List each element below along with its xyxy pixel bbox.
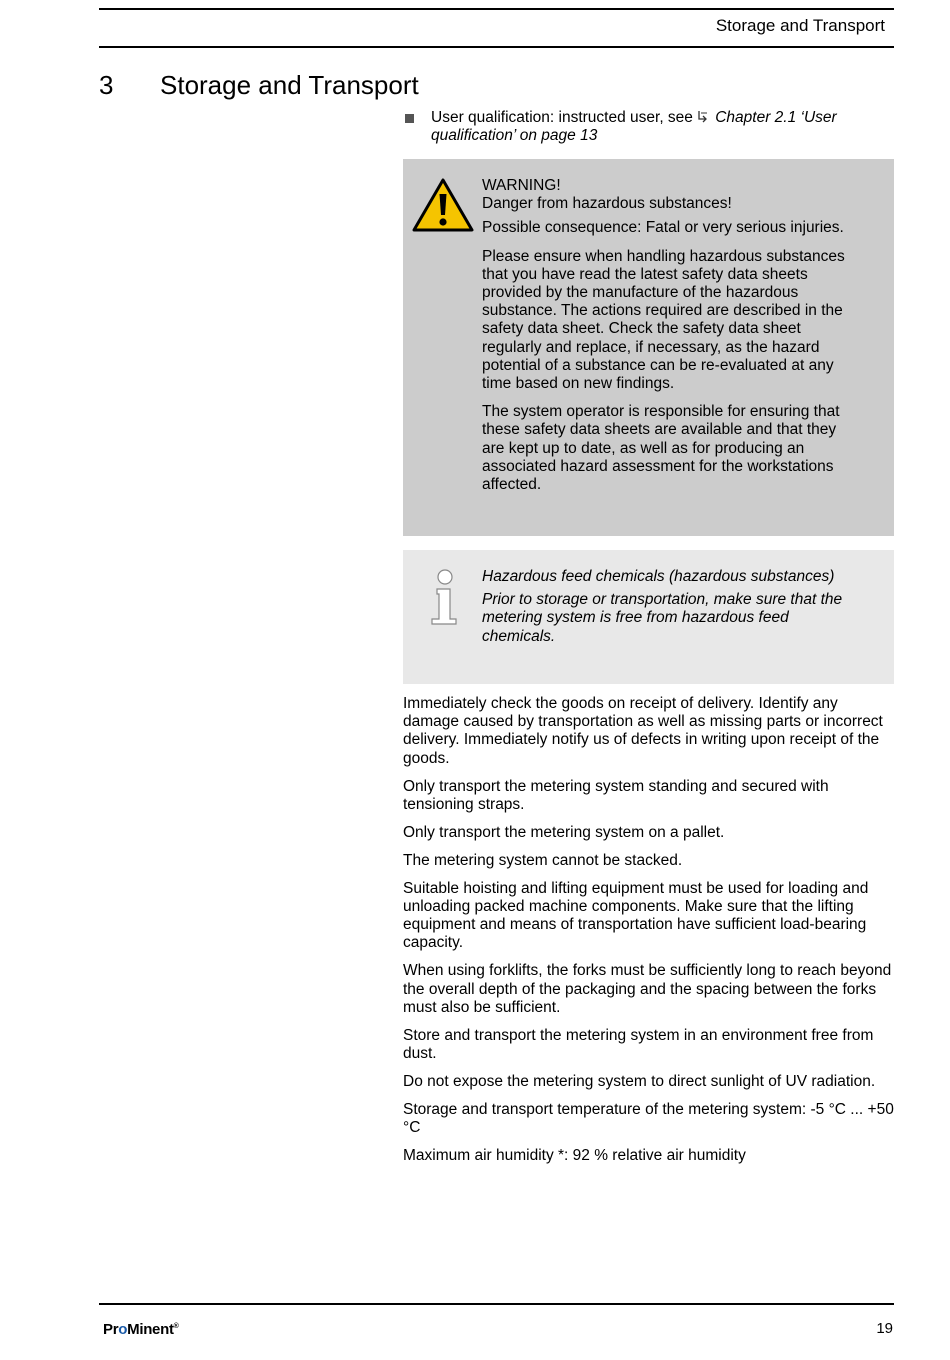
paragraph: Immediately check the goods on receipt of delivery. Identify any damage caused by transportation as well as missing parts or incorrect delivery. Immediately notify us of defects in writing upon receipt of the goods. bbox=[403, 695, 883, 767]
paragraph: Do not expose the metering system to direct sunlight of UV radiation. bbox=[403, 1073, 876, 1091]
info-box bbox=[403, 550, 894, 684]
paragraph: When using forklifts, the forks must be sufficiently long to reach beyond the overall depth of the packaging and the spacing between the forks must also be sufficient. bbox=[403, 962, 892, 1016]
body-text bbox=[403, 695, 894, 1175]
running-header: Storage and Transport bbox=[715, 16, 885, 35]
paragraph: Only transport the metering system on a pallet. bbox=[403, 823, 725, 841]
warning-box bbox=[403, 159, 894, 536]
warning-signal-heading bbox=[482, 177, 862, 213]
paragraph: Store and transport the metering system in an environment free from dust. bbox=[403, 1026, 874, 1063]
chapter-reference-link[interactable]: Chapter 2.1 ‘User qualification’ on page 13 bbox=[431, 109, 837, 144]
qualification-text: instructed user, see bbox=[554, 109, 698, 126]
warning-triangle-icon bbox=[411, 177, 475, 233]
paragraph: Maximum air humidity *: 92 % relative air humidity bbox=[403, 1147, 746, 1165]
reference-arrow-icon bbox=[697, 110, 711, 123]
paragraph: Storage and transport temperature of the metering system: -5 °C ... +50 °C bbox=[403, 1101, 894, 1137]
chapter-number: 3 bbox=[99, 70, 114, 100]
user-qualification bbox=[403, 109, 883, 145]
paragraph: Suitable hoisting and lifting equipment must be used for loading and unloading packed machine components. Make sure that the lifting equipment and means of transportation have sufficient load-bearing capacity. bbox=[403, 879, 869, 952]
chapter-title: Storage and Transport bbox=[160, 70, 419, 100]
warning-heading: Danger from hazardous substances! bbox=[482, 195, 732, 213]
info-heading: Hazardous feed chemicals (hazardous substances) bbox=[482, 568, 835, 585]
paragraph: The metering system cannot be stacked. bbox=[403, 851, 683, 869]
info-content bbox=[482, 568, 862, 651]
header-bottom-rule bbox=[99, 46, 894, 48]
warning-consequence: Possible consequence: Fatal or very serious injuries. bbox=[482, 219, 844, 237]
qualification-label: User qualification: bbox=[431, 109, 555, 126]
header-top-rule bbox=[99, 8, 894, 10]
bullet-square-icon bbox=[405, 114, 414, 123]
paragraph: Only transport the metering system standing and secured with tensioning straps. bbox=[403, 777, 829, 813]
warning-signal-word: WARNING! bbox=[482, 177, 561, 194]
page-number: 19 bbox=[876, 1320, 893, 1337]
prominent-logo: ProMinent® bbox=[103, 1321, 179, 1338]
warning-content bbox=[482, 177, 862, 504]
warning-paragraph-1: Please ensure when handling hazardous substances that you have read the latest safety data sheets provided by the manufacture of the hazardous substance. The actions required are described in the safety data sheet. Check the safety data sheet regularly and replace, if necessary, as the hazard potential of a substance can be re-evaluated at any time based on new findings. bbox=[482, 247, 845, 393]
info-text: Prior to storage or transportation, make sure that the metering system is free from hazardous feed chemicals. bbox=[482, 591, 843, 645]
info-icon bbox=[425, 568, 465, 626]
warning-paragraph-2: The system operator is responsible for ensuring that these safety data sheets are available and that they are kept up to date, as well as for producing an associated hazard assessment for the workstations affected. bbox=[482, 403, 840, 494]
footer-rule bbox=[99, 1303, 894, 1305]
